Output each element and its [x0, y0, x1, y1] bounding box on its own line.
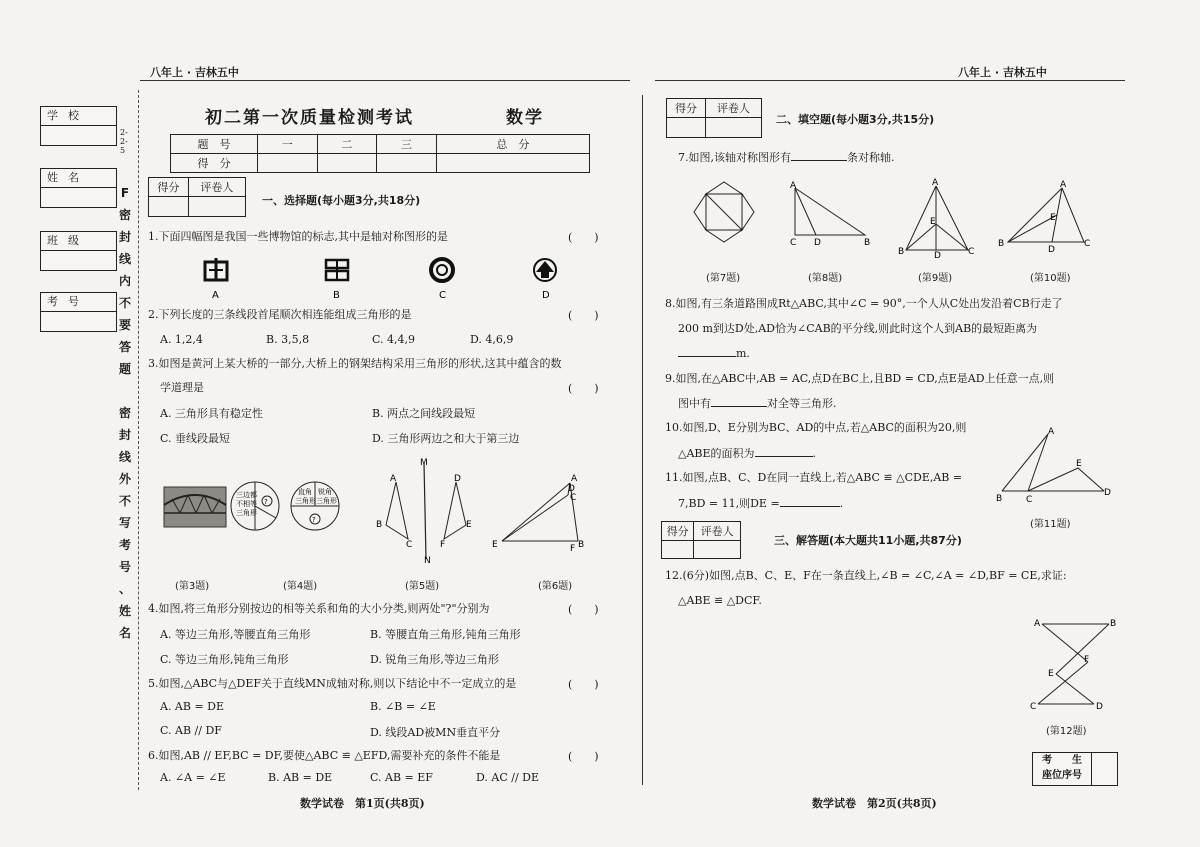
- svg-text:直角: 直角: [298, 488, 312, 496]
- svg-text:B: B: [333, 290, 340, 301]
- q1-logos: [195, 256, 570, 304]
- field-exam-number-label: 考号: [47, 295, 89, 308]
- caption-fig4: (第4题): [283, 581, 318, 592]
- svg-text:M: M: [420, 458, 428, 468]
- q3-opt-c: C. 垂线段最短: [160, 432, 231, 445]
- fig4-circle-left: [231, 482, 279, 530]
- svg-text:三角形: 三角形: [316, 497, 337, 505]
- q3-opt-a: A. 三角形具有稳定性: [160, 407, 263, 420]
- q2-opt-c: C. 4,4,9: [372, 333, 416, 346]
- q4-opt-d: D. 锐角三角形,等边三角形: [370, 653, 499, 666]
- svg-text:C: C: [570, 493, 577, 503]
- caption-fig7: (第7题): [706, 273, 741, 284]
- seat-label-2: 座位序号: [1042, 770, 1082, 781]
- q6-opt-d: D. AC // DE: [476, 771, 540, 784]
- q6-opt-b: B. AB = DE: [268, 771, 333, 784]
- svg-text:D: D: [934, 251, 941, 261]
- figure-q11: [992, 424, 1117, 506]
- svg-text:F: F: [1084, 655, 1090, 665]
- q5-opt-c: C. AB // DF: [160, 724, 222, 737]
- svg-text:三角形: 三角形: [236, 509, 257, 517]
- figures-q3-q6: [158, 455, 620, 570]
- section-3-heading: 三、解答题(本大题共11小题,共87分): [774, 534, 962, 547]
- q6-opt-c: C. AB = EF: [370, 771, 433, 784]
- header-rule-right: [655, 80, 1125, 81]
- exam-title: 初二第一次质量检测考试: [205, 108, 414, 128]
- q7-blank[interactable]: [791, 149, 847, 161]
- svg-text:C: C: [1084, 239, 1091, 249]
- svg-text:A: A: [1034, 619, 1041, 629]
- header-left: 八年上 · 吉林五中: [150, 66, 239, 79]
- svg-text:D: D: [1096, 702, 1103, 712]
- field-name-label: 姓名: [47, 171, 89, 184]
- svg-text:D: D: [814, 238, 821, 248]
- svg-text:D: D: [454, 474, 461, 484]
- seat-number-box[interactable]: [1032, 752, 1118, 786]
- svg-text:C: C: [406, 540, 413, 550]
- q8-line-3: m.: [678, 345, 750, 361]
- q4-opt-c: C. 等边三角形,钝角三角形: [160, 653, 289, 666]
- q1-answer[interactable]: ( ): [568, 231, 599, 244]
- q8-line-1: 8.如图,有三条道路围成Rt△ABC,其中∠C = 90°,一个人从C处出发沿着CB行走了: [665, 297, 1063, 310]
- logo-c: [431, 259, 453, 281]
- q8-line-2: 200 m到达D处,AD恰为∠CAB的平分线,则此时这个人到AB的最短距离为: [678, 322, 1038, 335]
- q8-blank[interactable]: [678, 345, 736, 357]
- q2-opt-b: B. 3,5,8: [266, 333, 310, 346]
- svg-text:不相等: 不相等: [236, 500, 257, 508]
- svg-text:E: E: [1050, 213, 1056, 223]
- svg-text:B: B: [996, 494, 1003, 504]
- footer-left: 数学试卷 第1页(共8页): [300, 797, 425, 810]
- fig6-triangles: [502, 483, 578, 541]
- q12-line-1: 12.(6分)如图,点B、C、E、F在一条直线上,∠B = ∠C,∠A = ∠D,BF = CE,求证:: [665, 569, 1067, 582]
- side-code: 2-2-5: [120, 128, 128, 155]
- svg-text:C: C: [1026, 495, 1033, 505]
- seal-line: [138, 90, 139, 790]
- grader-box-3: 得分 评卷人: [661, 521, 741, 559]
- q3-opt-b: B. 两点之间线段最短: [372, 407, 476, 420]
- svg-text:A: A: [390, 474, 397, 484]
- svg-text:C: C: [1030, 702, 1037, 712]
- svg-text:D: D: [1104, 488, 1111, 498]
- q2-opt-a: A. 1,2,4: [160, 333, 203, 346]
- q12-line-2: △ABE ≌ △DCF.: [678, 594, 762, 607]
- field-class-label: 班级: [47, 234, 89, 247]
- svg-text:B: B: [1110, 619, 1117, 629]
- q1-text: 1.下面四幅图是我国一些博物馆的标志,其中是轴对称图形的是: [148, 230, 448, 243]
- fig9-isosceles: [906, 186, 968, 250]
- svg-text:三角形: 三角形: [295, 497, 316, 505]
- q11-line-2: 7,BD = 11,则DE = .: [678, 497, 844, 510]
- q5-opt-b: B. ∠B = ∠E: [370, 700, 436, 713]
- q3-opt-d: D. 三角形两边之和大于第三边: [372, 432, 520, 445]
- svg-text:?: ?: [312, 516, 316, 524]
- caption-fig8: (第8题): [808, 273, 843, 284]
- caption-fig12: (第12题): [1046, 726, 1087, 737]
- grader-box-2: 得分 评卷人: [666, 98, 762, 138]
- svg-text:B: B: [578, 540, 585, 550]
- svg-text:A: A: [571, 474, 578, 484]
- field-school[interactable]: [40, 106, 117, 146]
- q10-blank[interactable]: [755, 445, 813, 457]
- svg-text:B: B: [864, 238, 871, 248]
- header-right: 八年上 · 吉林五中: [958, 66, 1047, 79]
- q2-text: 2.下列长度的三条线段首尾顺次相连能组成三角形的是: [148, 308, 412, 321]
- q4-opt-a: A. 等边三角形,等腰直角三角形: [160, 628, 311, 641]
- svg-text:F: F: [440, 540, 446, 550]
- caption-fig11: (第11题): [1030, 519, 1071, 530]
- q2-answer[interactable]: ( ): [568, 309, 599, 322]
- section-2-heading: 二、填空题(每小题3分,共15分): [776, 113, 935, 126]
- svg-text:B: B: [998, 239, 1005, 249]
- svg-text:A: A: [1060, 180, 1067, 190]
- fig4-circle-right: [291, 482, 339, 530]
- svg-text:N: N: [424, 556, 431, 566]
- q7-text: 7.如图,该轴对称图形有 条对称轴.: [678, 151, 895, 164]
- exam-subject: 数学: [506, 108, 544, 128]
- svg-text:D: D: [542, 290, 550, 301]
- page-divider: [642, 95, 643, 785]
- svg-text:C: C: [968, 247, 975, 257]
- q4-opt-b: B. 等腰直角三角形,钝角三角形: [370, 628, 521, 641]
- footer-right: 数学试卷 第2页(共8页): [812, 797, 937, 810]
- q3-text-2: 学道理是: [160, 381, 204, 394]
- caption-fig5: (第5题): [405, 581, 440, 592]
- grader-box-1: 得分 评卷人: [148, 177, 246, 217]
- q5-text: 5.如图,△ABC与△DEF关于直线MN成轴对称,则以下结论中不一定成立的是: [148, 677, 517, 690]
- svg-text:E: E: [1048, 669, 1054, 679]
- svg-text:锐角: 锐角: [318, 488, 332, 496]
- svg-text:D: D: [1048, 245, 1055, 255]
- q2-opt-d: D. 4,6,9: [470, 333, 514, 346]
- q3-text-1: 3.如图是黄河上某大桥的一部分,大桥上的钢架结构采用三角形的形状,这其中蕴含的数: [148, 357, 562, 370]
- q3-answer[interactable]: ( ): [568, 382, 599, 395]
- score-table: 题 号 一 二 三 总 分 得 分: [170, 134, 590, 173]
- q4-text: 4.如图,将三角形分别按边的相等关系和角的大小分类,则两处"?"分别为: [148, 602, 490, 615]
- svg-text:A: A: [932, 178, 939, 188]
- q10-line-1: 10.如图,D、E分别为BC、AD的中点,若△ABC的面积为20,则: [665, 421, 967, 434]
- svg-text:E: E: [466, 520, 472, 530]
- logo-a: [205, 258, 227, 280]
- svg-text:C: C: [439, 290, 446, 301]
- q10-line-2: △ABE的面积为 .: [678, 447, 817, 460]
- svg-text:E: E: [492, 540, 498, 550]
- q9-blank[interactable]: [711, 395, 767, 407]
- svg-text:A: A: [212, 290, 219, 301]
- figure-q12: [1024, 614, 1124, 714]
- q5-opt-a: A. AB = DE: [160, 700, 225, 713]
- figures-q7-q10: [680, 178, 1120, 261]
- caption-fig3: (第3题): [175, 581, 210, 592]
- seat-label-1: 考 生: [1042, 755, 1082, 766]
- q6-text: 6.如图,AB // EF,BC = DF,要使△ABC ≌ △EFD,需要补充的条件不能是: [148, 749, 501, 762]
- header-rule-left: [140, 80, 630, 81]
- field-school-label: 学校: [47, 109, 89, 122]
- field-exam-number[interactable]: [40, 292, 117, 332]
- q11-line-1: 11.如图,点B、C、D在同一直线上,若△ABC ≌ △CDE,AB =: [665, 471, 963, 484]
- svg-text:C: C: [790, 238, 797, 248]
- logo-d: [534, 259, 556, 281]
- caption-fig9: (第9题): [918, 273, 953, 284]
- svg-text:三边都: 三边都: [236, 491, 257, 499]
- svg-text:A: A: [1048, 427, 1055, 437]
- svg-text:F: F: [570, 544, 576, 554]
- q9-line-2: 图中有 对全等三角形.: [678, 397, 837, 410]
- caption-fig6: (第6题): [538, 581, 573, 592]
- svg-text:B: B: [376, 520, 383, 530]
- logo-b: [326, 260, 348, 280]
- svg-text:?: ?: [264, 498, 268, 506]
- fig7-pinwheel: [694, 182, 754, 242]
- svg-text:E: E: [1076, 459, 1082, 469]
- q4-answer[interactable]: ( ): [568, 603, 599, 616]
- q5-opt-d: D. 线段AD被MN垂直平分: [370, 726, 501, 739]
- bridge-photo: [164, 487, 226, 527]
- field-class[interactable]: [40, 231, 117, 271]
- fig8-right-triangle: [795, 188, 865, 235]
- section-1-heading: 一、选择题(每小题3分,共18分): [262, 194, 421, 207]
- side-note: F 密 封 线 内 不 要 答 题 密 封 线 外 不 写 考 号 、 姓 名: [118, 186, 131, 640]
- q9-line-1: 9.如图,在△ABC中,AB = AC,点D在BC上,且BD = CD,点E是AD上任意一点,则: [665, 372, 1055, 385]
- svg-text:D: D: [568, 484, 575, 494]
- field-name[interactable]: [40, 168, 117, 208]
- svg-text:A: A: [790, 181, 797, 191]
- q11-blank[interactable]: [780, 495, 840, 507]
- q6-answer[interactable]: ( ): [568, 750, 599, 763]
- q6-opt-a: A. ∠A = ∠E: [160, 771, 226, 784]
- fig10-triangle: [1008, 188, 1084, 242]
- svg-text:B: B: [898, 247, 905, 257]
- svg-text:E: E: [930, 217, 936, 227]
- q5-answer[interactable]: ( ): [568, 678, 599, 691]
- caption-fig10: (第10题): [1030, 273, 1071, 284]
